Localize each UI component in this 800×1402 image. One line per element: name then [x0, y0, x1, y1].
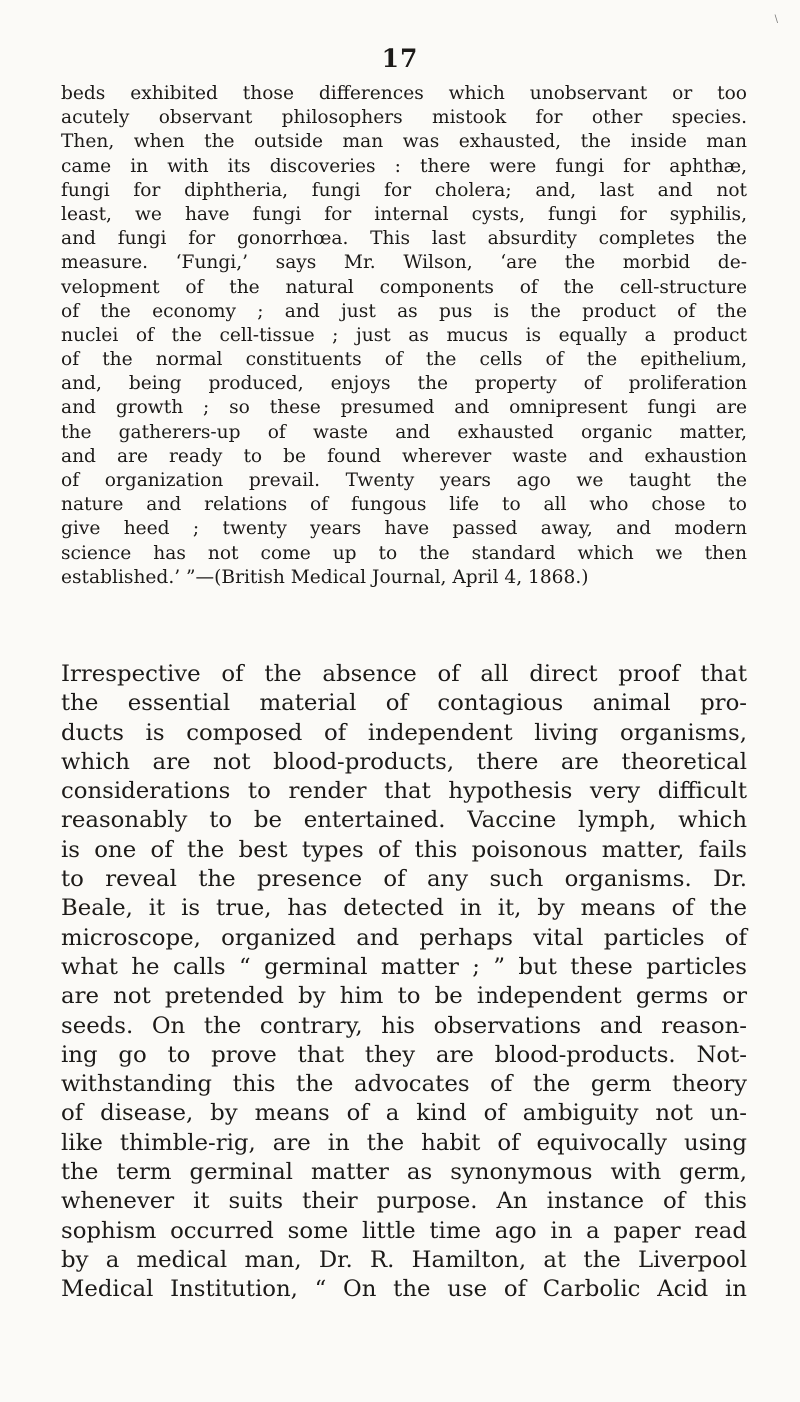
page-number: 17 — [381, 44, 419, 73]
quote-line: of the economy ; and just as pus is the product of the — [61, 300, 747, 322]
quoted-passage — [61, 82, 747, 590]
body-line: to reveal the presence of any such organisms. Dr. — [61, 866, 747, 893]
body-line: ing go to prove that they are blood-products. Not- — [61, 1041, 747, 1068]
body-line: by a medical man, Dr. R. Hamilton, at the Liverpool — [61, 1246, 747, 1273]
body-line: is one of the best types of this poisonous matter, fails — [61, 836, 747, 863]
quote-citation-line: established.’ ”—(British Medical Journal, April 4, 1868.) — [61, 566, 589, 588]
quote-line: of organization prevail. Twenty years ago we taught the — [61, 470, 747, 491]
quote-line: and fungi for gonorrhœa. This last absurdity completes the — [61, 228, 747, 250]
quote-line: velopment of the natural components of the cell-structure — [61, 276, 747, 298]
body-line: the essential material of contagious animal pro- — [61, 690, 747, 717]
corner-mark: \ — [774, 14, 778, 25]
body-line: whenever it suits their purpose. An instance of this — [61, 1188, 747, 1215]
quote-line: and are ready to be found wherever waste and exhaustion — [61, 445, 747, 467]
body-paragraph — [61, 660, 747, 1305]
body-line: microscope, organized and perhaps vital particles of — [61, 924, 747, 951]
quote-line: nature and relations of fungous life to all who chose to — [61, 494, 747, 516]
quote-line: science has not come up to the standard which we then — [61, 542, 747, 564]
body-line: ducts is composed of independent living organisms, — [61, 719, 747, 746]
quote-line: measure. ‘Fungi,’ says Mr. Wilson, ‘are the morbid de- — [61, 252, 747, 274]
body-line: are not pretended by him to be independent germs or — [61, 983, 747, 1010]
quote-line: give heed ; twenty years have passed away, and modern — [61, 518, 747, 540]
quote-line: least, we have fungi for internal cysts, fungi for syphilis, — [61, 203, 747, 225]
quote-line: fungi for diphtheria, fungi for cholera; and, last and not — [61, 179, 747, 201]
quote-line: acutely observant philosophers mistook for other species. — [61, 107, 747, 129]
body-line: Medical Institution, “ On the use of Carbolic Acid in — [61, 1276, 747, 1303]
quote-line: Then, when the outside man was exhausted, the inside man — [61, 131, 747, 153]
body-line: the term germinal matter as synonymous with germ, — [61, 1159, 747, 1186]
body-line: withstanding this the advocates of the germ theory — [61, 1071, 747, 1098]
body-line: like thimble-rig, are in the habit of equivocally using — [61, 1129, 747, 1156]
quote-line: the gatherers-up of waste and exhausted organic matter, — [61, 421, 747, 443]
body-line: sophism occurred some little time ago in a paper read — [61, 1217, 747, 1244]
body-line: considerations to render that hypothesis very difficult — [61, 778, 747, 805]
body-line: Beale, it is true, has detected in it, by means of the — [61, 895, 747, 922]
body-line: of disease, by means of a kind of ambiguity not un- — [61, 1100, 747, 1127]
quote-line: and, being produced, enjoys the property of proliferation — [61, 373, 747, 395]
quote-line: beds exhibited those differences which unobservant or too — [61, 83, 747, 104]
body-line: Irrespective of the absence of all direct proof that — [61, 661, 747, 687]
quote-line: and growth ; so these presumed and omnipresent fungi are — [61, 397, 747, 419]
body-line: reasonably to be entertained. Vaccine lymph, which — [61, 807, 747, 834]
body-line: what he calls “ germinal matter ; ” but these particles — [61, 953, 747, 980]
body-line: seeds. On the contrary, his observations and reason- — [61, 1012, 747, 1039]
body-line: which are not blood-products, there are theoretical — [61, 748, 747, 775]
quote-line: nuclei of the cell-tissue ; just as mucus is equally a product — [61, 324, 747, 346]
quote-line: of the normal constituents of the cells of the epithelium, — [61, 349, 747, 371]
quote-line: came in with its discoveries : there were fungi for aphthæ, — [61, 155, 747, 177]
